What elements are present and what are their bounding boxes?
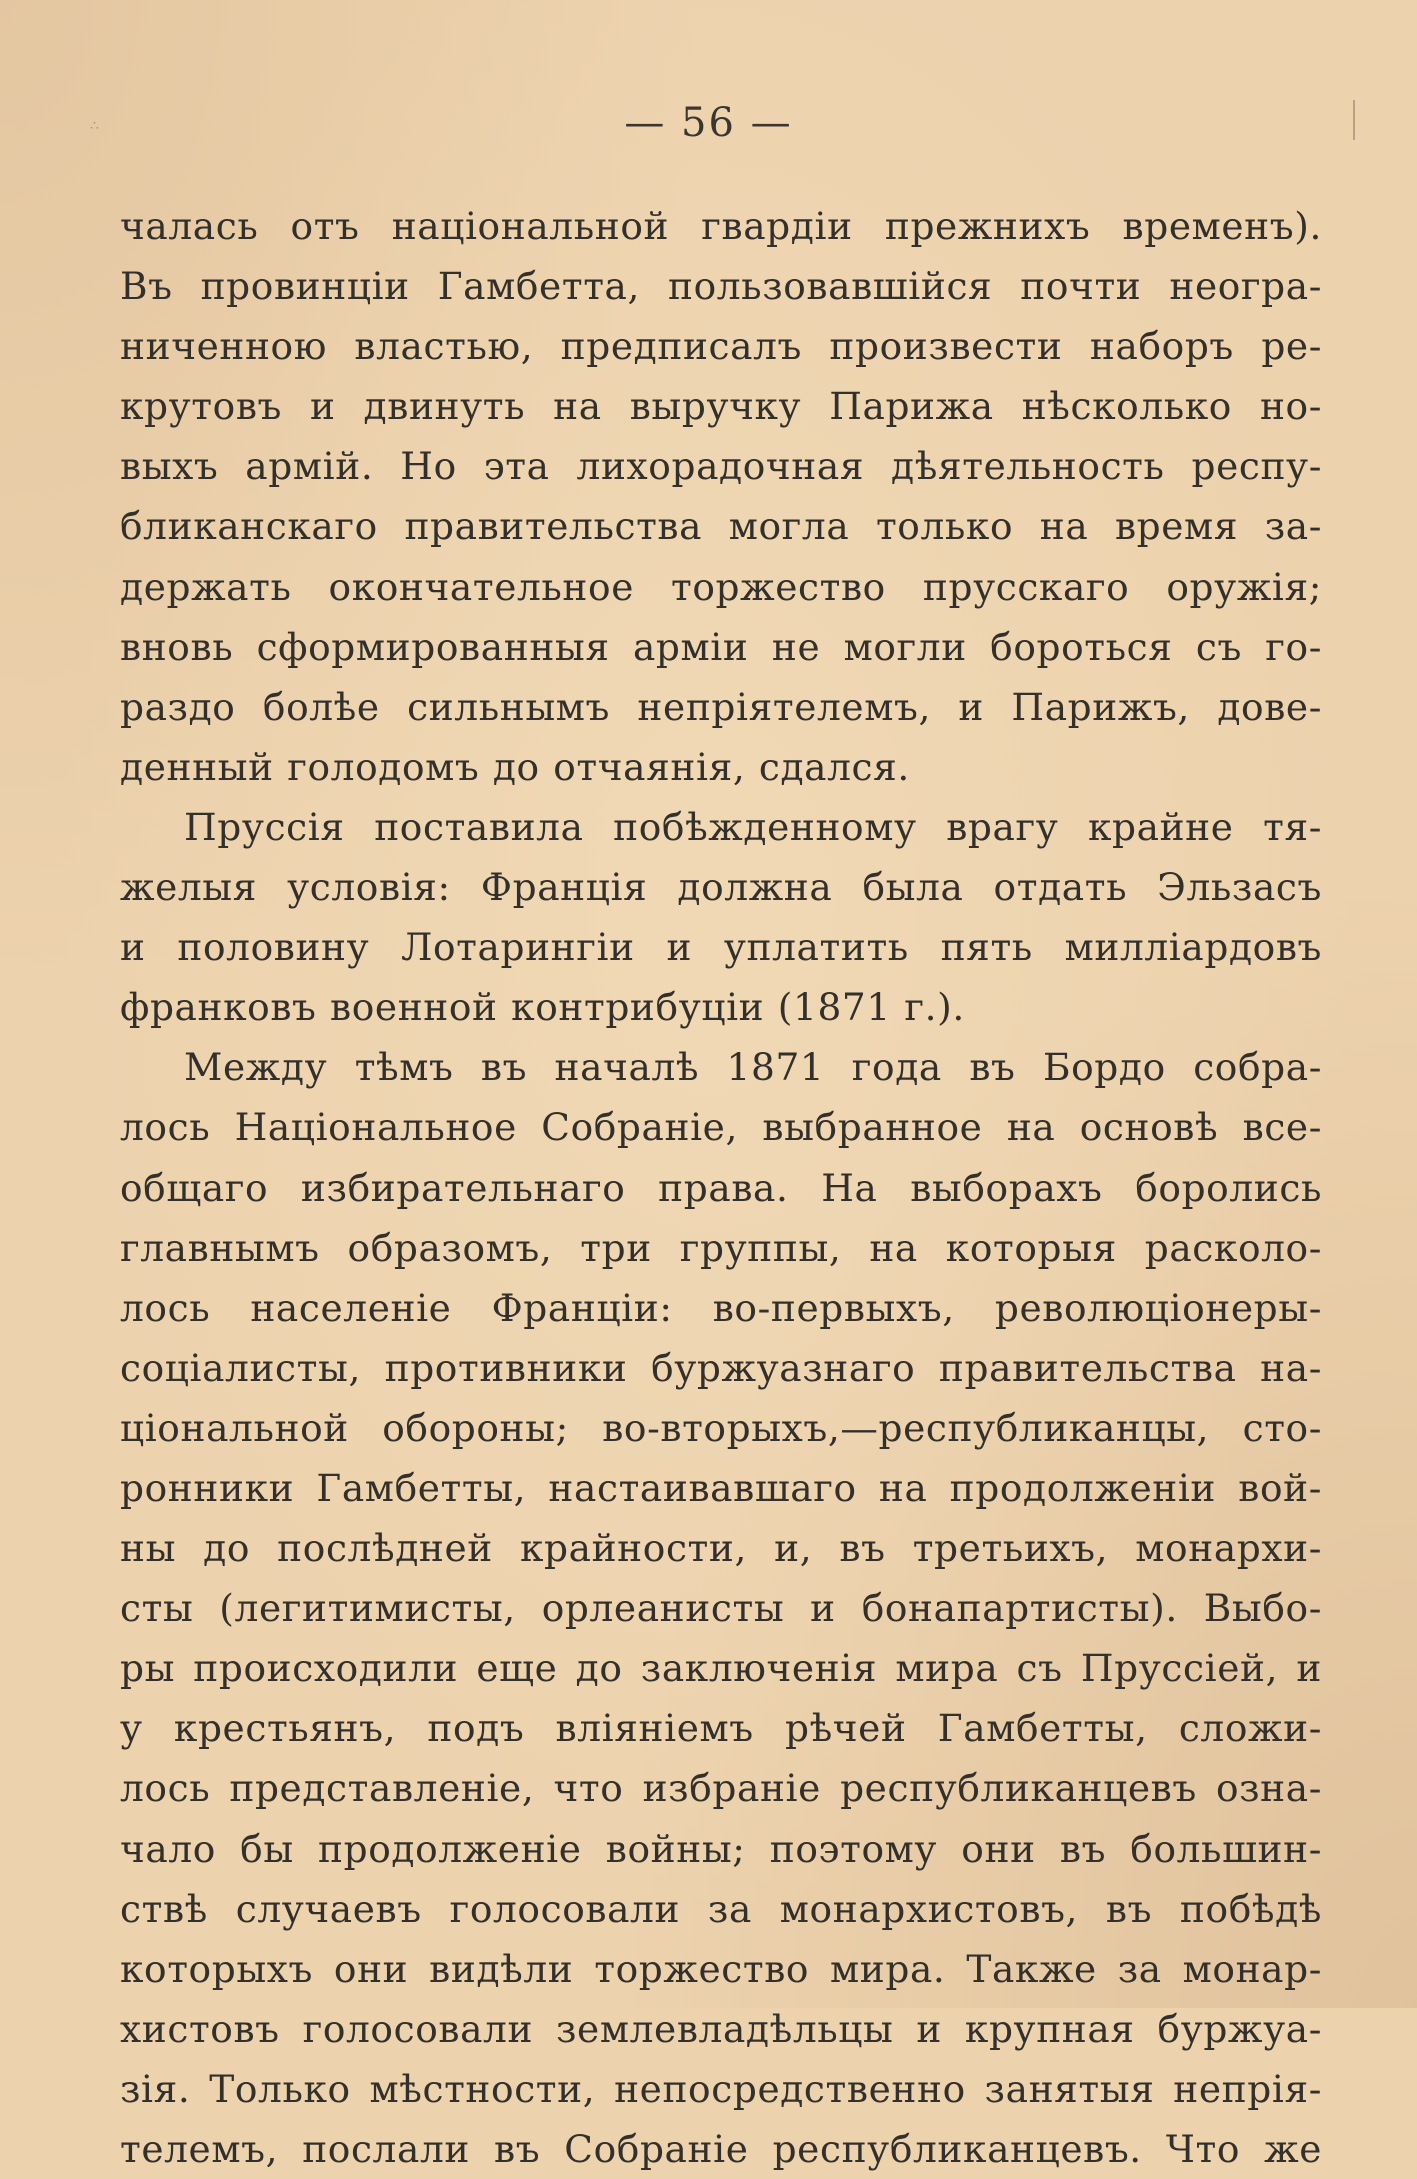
text-line: ціональной обороны; во-вторыхъ,—республиканцы, сто- <box>120 1405 1322 1450</box>
text-line: ствѣ случаевъ голосовали за монархистовъ, въ побѣдѣ <box>120 1886 1322 1931</box>
text-line: ны до послѣдней крайности, и, въ третьихъ, монархи- <box>120 1526 1322 1571</box>
text-line: ры происходили еще до заключенія мира съ Пруссіей, и <box>120 1646 1322 1691</box>
text-line: желыя условія: Франція должна была отдать Эльзасъ <box>120 865 1322 910</box>
text-line: ронники Гамбетты, настаивавшаго на продолженіи вой- <box>120 1465 1322 1510</box>
text-line: Пруссія поставила побѣжденному врагу крайне тя- <box>184 804 1322 849</box>
text-line: вновь сформированныя арміи не могли бороться съ го- <box>120 624 1322 669</box>
text-line: сты (легитимисты, орлеанисты и бонапартисты). Выбо- <box>120 1586 1322 1631</box>
text-line: чало бы продолженіе войны; поэтому они въ большин- <box>120 1826 1322 1871</box>
text-line: хистовъ голосовали землевладѣльцы и крупная буржуа- <box>120 2006 1322 2051</box>
text-line: главнымъ образомъ, три группы, на которыя расколо- <box>120 1225 1322 1270</box>
text-line: у крестьянъ, подъ вліяніемъ рѣчей Гамбетты, сложи- <box>120 1706 1322 1751</box>
text-line: выхъ армій. Но эта лихорадочная дѣятельность респу- <box>120 444 1322 489</box>
text-line: денный голодомъ до отчаянія, сдался. <box>120 744 910 789</box>
text-line: Въ провинціи Гамбетта, пользовавшійся почти неогра- <box>120 264 1322 309</box>
ink-speck: ∴ <box>90 118 99 134</box>
text-line: крутовъ и двинуть на выручку Парижа нѣсколько но- <box>120 384 1322 429</box>
text-line: раздо болѣе сильнымъ непріятелемъ, и Парижъ, дове- <box>120 684 1322 729</box>
text-line: соціалисты, противники буржуазнаго правительства на- <box>120 1345 1322 1390</box>
page-number: — 56 — <box>624 100 793 146</box>
text-line: лось представленіе, что избраніе республиканцевъ озна- <box>120 1766 1322 1811</box>
text-line: держать окончательное торжество прусскаго оружія; <box>120 564 1322 609</box>
text-line: лось населеніе Франціи: во-первыхъ, революціонеры- <box>120 1285 1322 1330</box>
text-line: зія. Только мѣстности, непосредственно занятыя непрія- <box>120 2066 1322 2111</box>
text-line: чалась отъ національной гвардіи прежнихъ временъ). <box>120 204 1322 248</box>
body-text <box>120 196 1322 2179</box>
text-line: которыхъ они видѣли торжество мира. Также за монар- <box>120 1946 1322 1991</box>
text-line: телемъ, послали въ Собраніе республиканцевъ. Что же <box>120 2127 1322 2171</box>
text-line: и половину Лотарингіи и уплатить пять милліардовъ <box>120 925 1322 970</box>
text-line: лось Національное Собраніе, выбранное на основѣ все- <box>120 1105 1322 1150</box>
text-line: Между тѣмъ въ началѣ 1871 года въ Бордо собра- <box>184 1045 1322 1090</box>
text-line: ниченною властью, предписалъ произвести наборъ ре- <box>120 324 1322 369</box>
text-line: общаго избирательнаго права. На выборахъ боролись <box>120 1165 1322 1210</box>
text-line: бликанскаго правительства могла только на время за- <box>120 504 1322 549</box>
text-line: франковъ военной контрибуціи (1871 г.). <box>120 985 965 1030</box>
